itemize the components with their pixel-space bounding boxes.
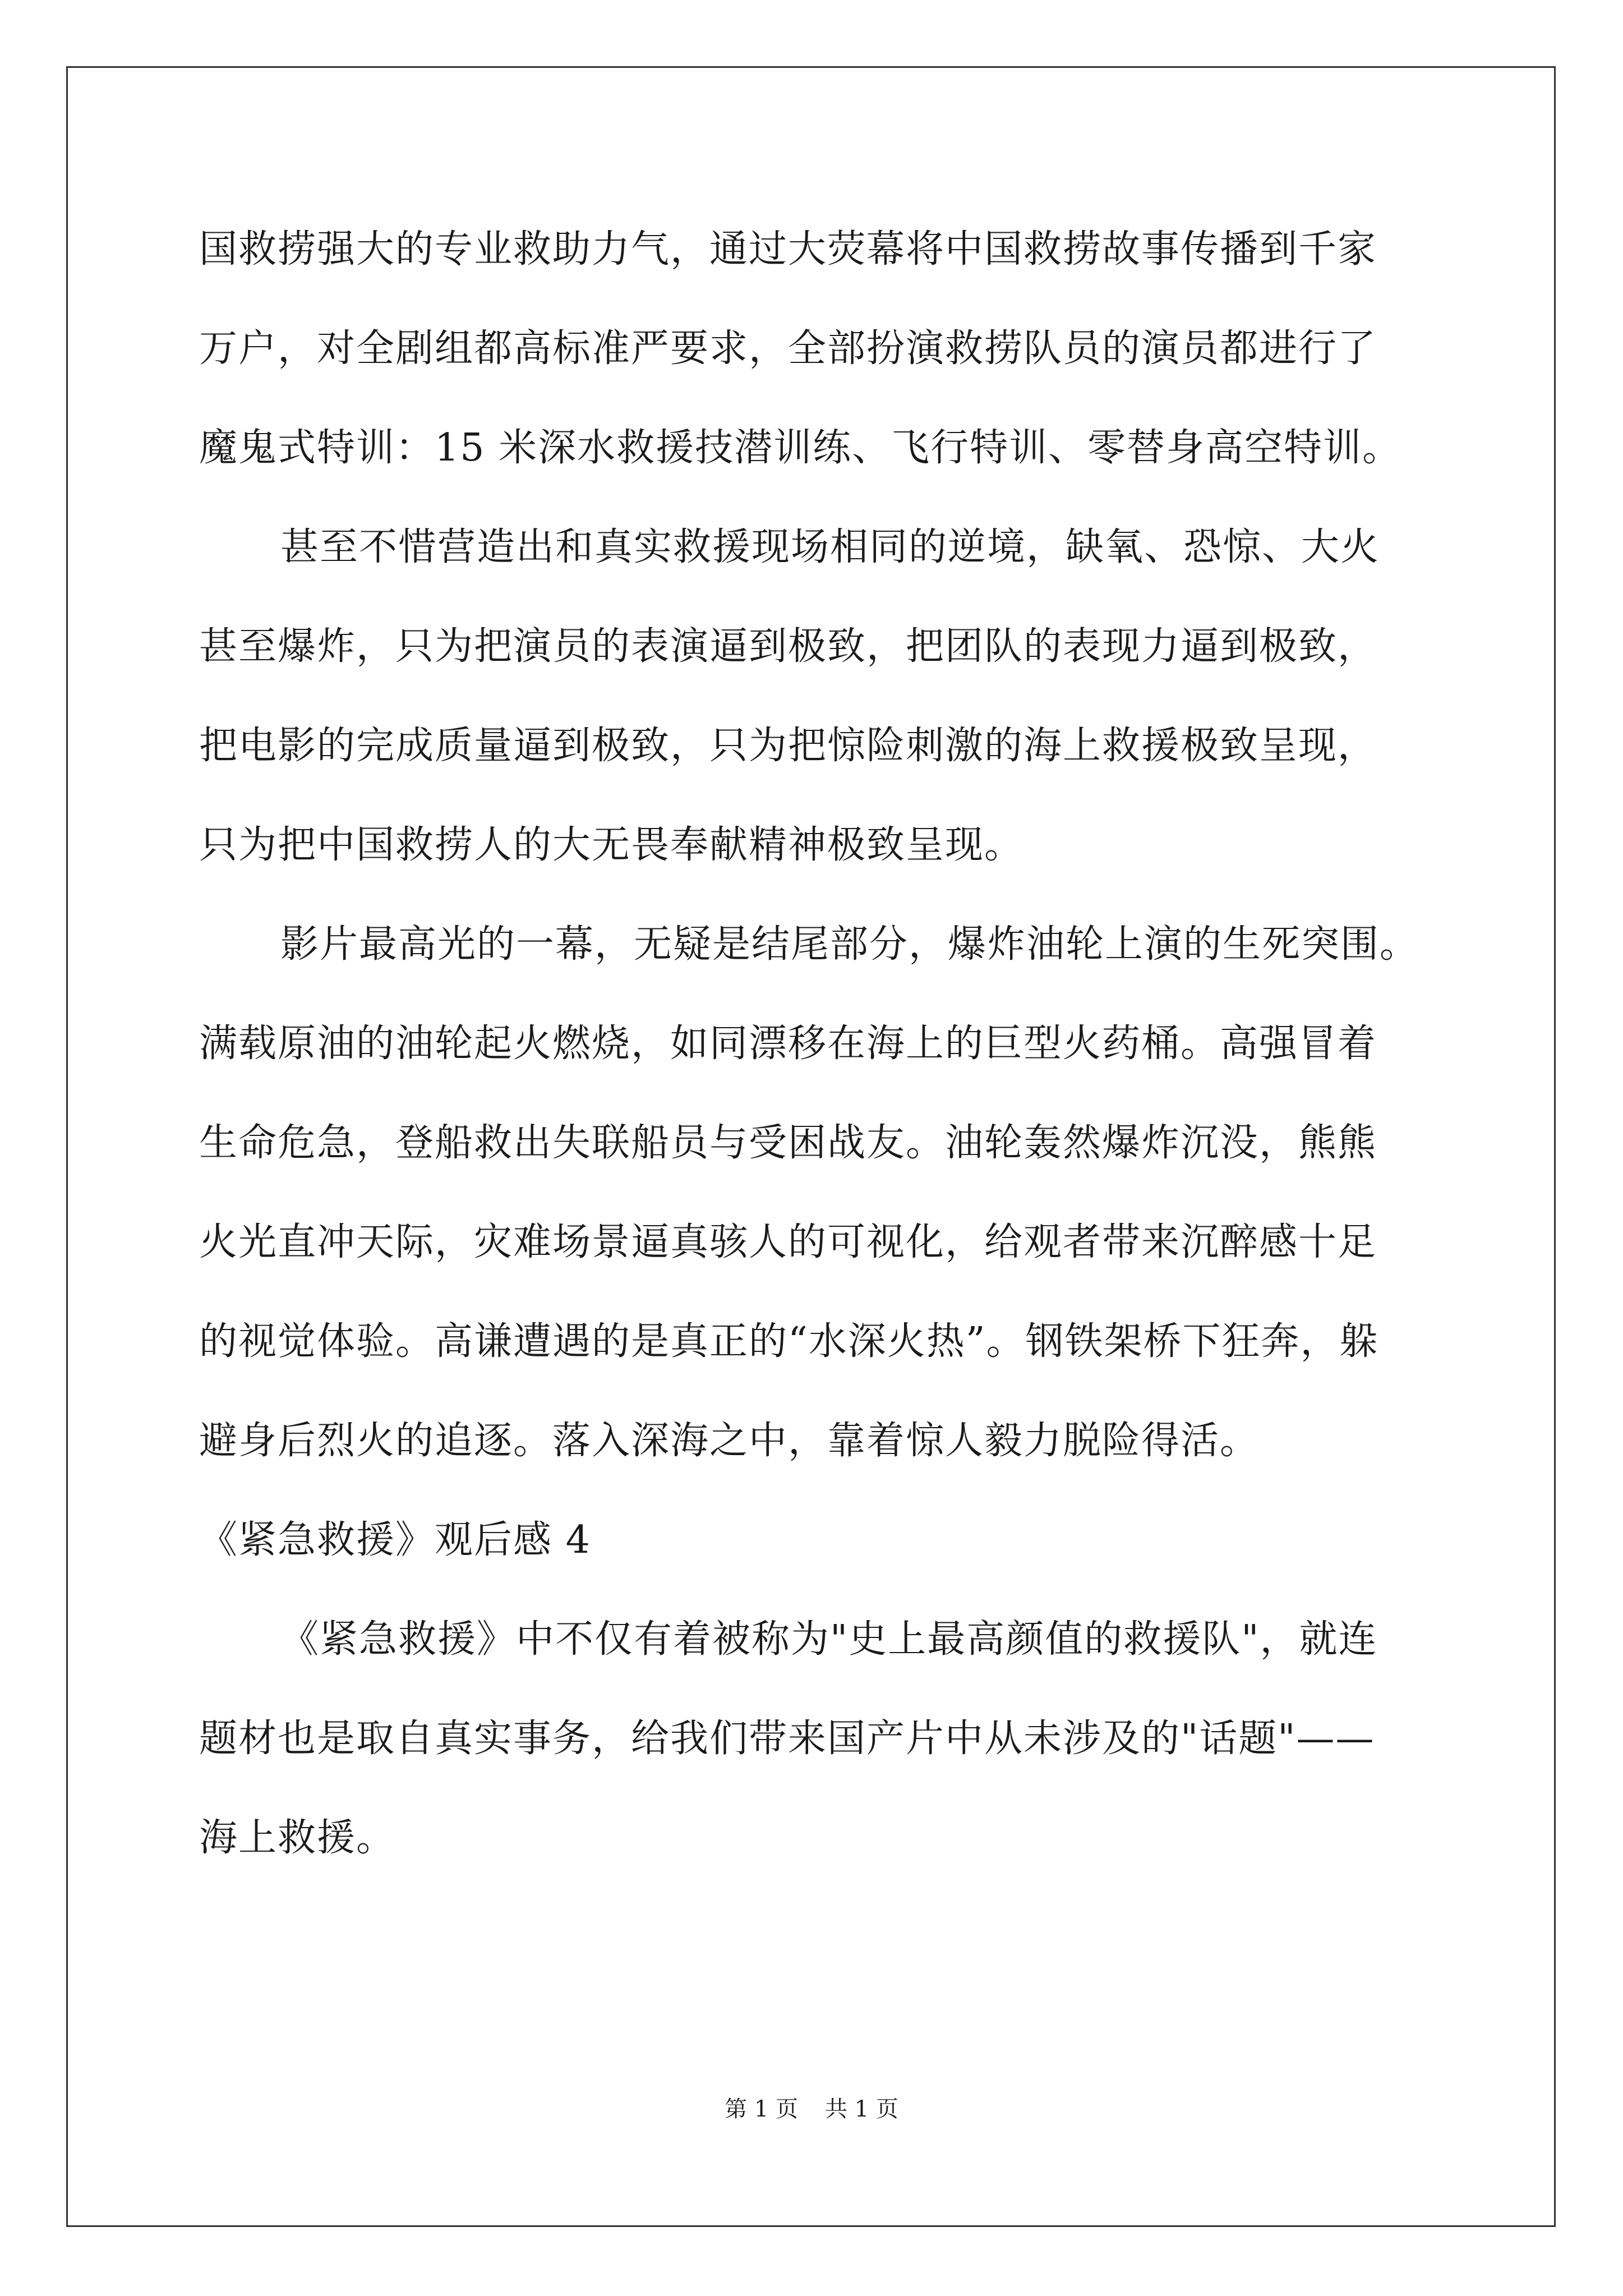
- page-total: 共 1 页: [825, 2096, 898, 2122]
- page-footer: [0, 2092, 1623, 2126]
- text-line: 满载原油的油轮起火燃烧，如同漂移在海上的巨型火药桶。高强冒着: [199, 1022, 1377, 1066]
- text-line: 甚至爆炸，只为把演员的表演逼到极致，把团队的表现力逼到极致，: [199, 624, 1377, 669]
- document-body: [199, 216, 1427, 1904]
- text-line: 只为把中国救捞人的大无畏奉献精神极致呈现。: [199, 823, 1024, 867]
- text-line: 万户，对全剧组都高标准严要求，全部扮演救捞队员的演员都进行了: [199, 326, 1377, 371]
- text-line: 魔鬼式特训：15 米深水救援技潜训练、飞行特训、零替身高空特训。: [199, 426, 1402, 470]
- section-heading: 《紧急救援》观后感 4: [199, 1518, 591, 1562]
- paragraph-start-line: 影片最高光的一幕，无疑是结尾部分，爆炸油轮上演的生死突围。: [280, 922, 1419, 967]
- page-number: 第 1 页: [725, 2096, 798, 2122]
- paragraph-start-line: 《紧急救援》中不仅有着被称为"史上最高颜值的救援队"，就连: [280, 1617, 1378, 1662]
- text-line: 把电影的完成质量逼到极致，只为把惊险刺激的海上救援极致呈现，: [199, 724, 1377, 768]
- text-line: 国救捞强大的专业救助力气，通过大荧幕将中国救捞故事传播到千家: [199, 227, 1377, 272]
- paragraph-start-line: 甚至不惜营造出和真实救援现场相同的逆境，缺氧、恐惊、大火: [280, 525, 1380, 569]
- text-line: 避身后烈火的追逐。落入深海之中，靠着惊人毅力脱险得活。: [199, 1419, 1260, 1463]
- text-line: 火光直冲天际，灾难场景逼真骇人的可视化，给观者带来沉醉感十足: [199, 1220, 1377, 1264]
- text-line: 题材也是取自真实事务，给我们带来国产片中从未涉及的"话题"——: [199, 1717, 1375, 1761]
- text-line: 的视觉体验。高谦遭遇的是真正的“水深火热”。钢铁架桥下狂奔，躲: [199, 1319, 1379, 1364]
- text-line: 生命危急，登船救出失联船员与受困战友。油轮轰然爆炸沉没，熊熊: [199, 1121, 1377, 1165]
- text-line: 海上救援。: [199, 1816, 396, 1860]
